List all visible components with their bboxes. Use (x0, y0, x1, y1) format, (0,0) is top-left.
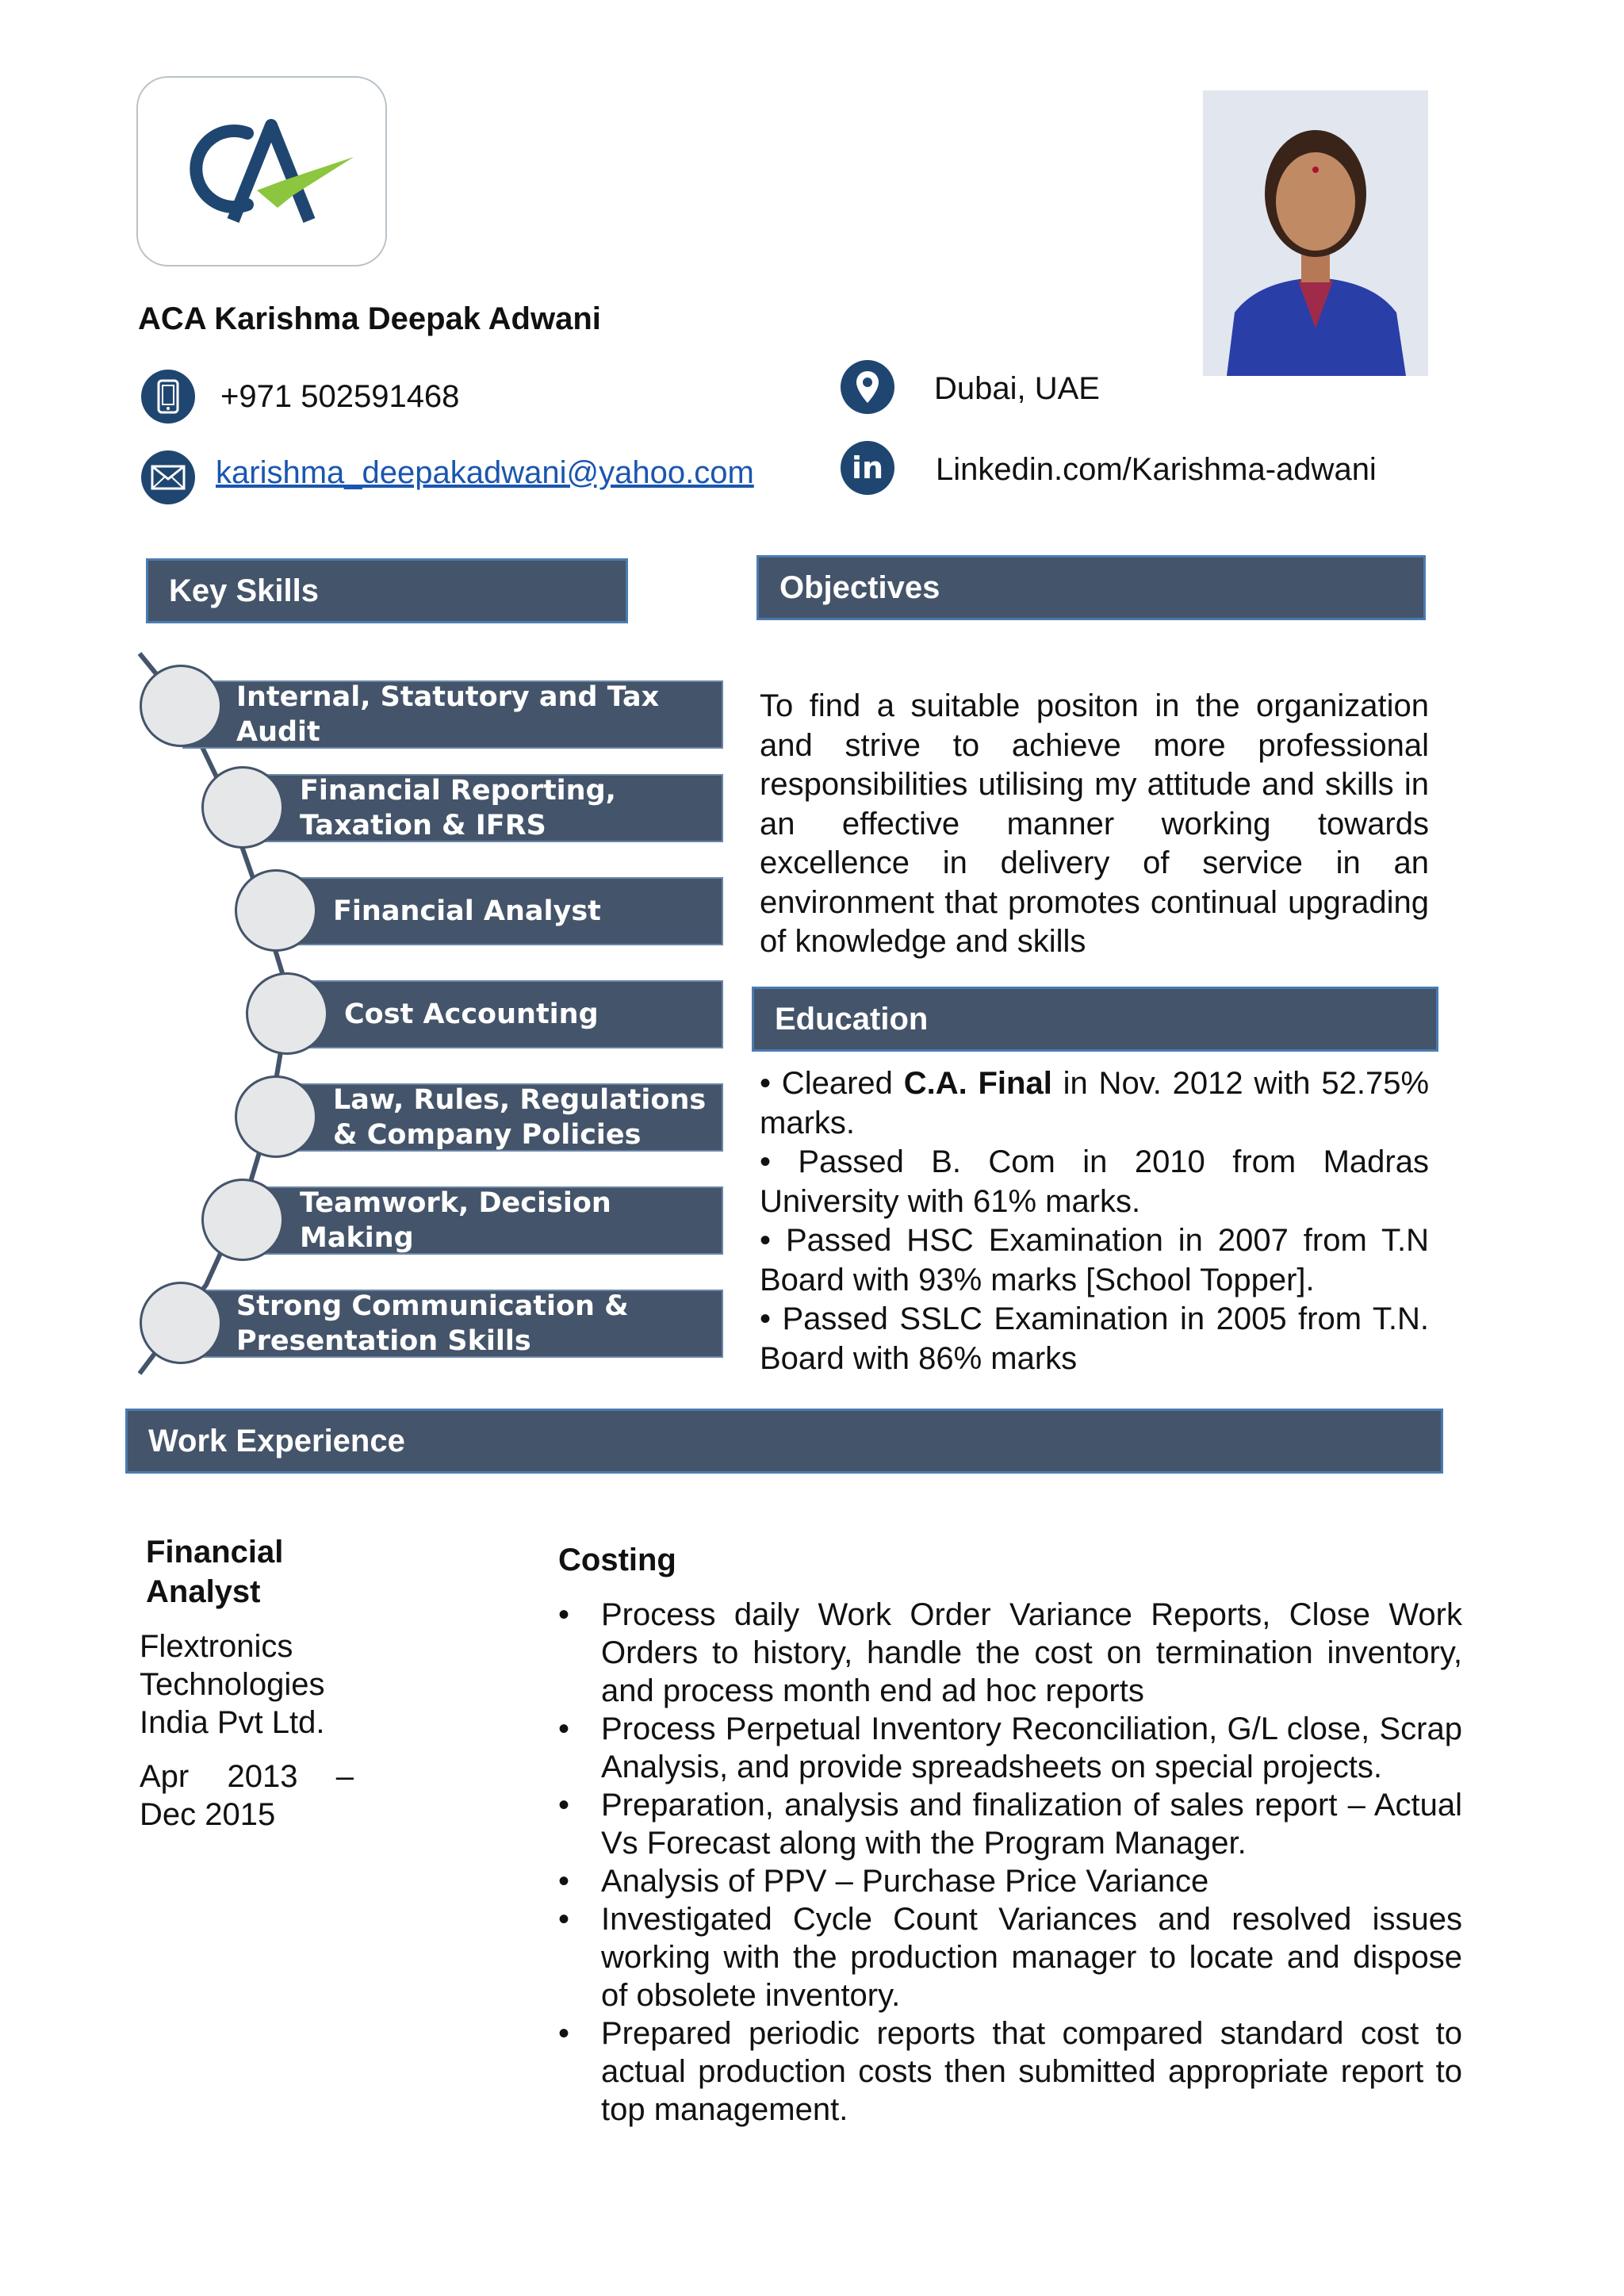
skill-bullet-circle (140, 1282, 222, 1364)
profile-photo (1203, 90, 1428, 376)
responsibility-item: • Process Perpetual Inventory Reconciliation, G/L close, Scrap Analysis, and provide spreadsheets on special projects. (558, 1710, 1462, 1786)
job-role: Financial Analyst (146, 1535, 284, 1609)
linkedin-icon: in (841, 441, 894, 495)
skill-bullet-circle (140, 665, 222, 747)
education-item: • Passed B. Com in 2010 from Madras University with 61% marks. (760, 1144, 1429, 1219)
education-item: • Cleared C.A. Final in Nov. 2012 with 52.75% marks. (760, 1066, 1430, 1140)
responsibility-item: • Preparation, analysis and finalization of sales report – Actual Vs Forecast along with the Program Manager. (558, 1786, 1462, 1862)
education-heading: Education (752, 987, 1438, 1052)
responsibility-item: • Analysis of PPV – Purchase Price Variance (558, 1862, 1462, 1900)
skill-bullet-circle (201, 1179, 284, 1261)
education-item: • Passed SSLC Examination in 2005 from T.N. Board with 86% marks (760, 1301, 1429, 1376)
phone-number[interactable]: +971 502591468 (220, 379, 460, 414)
ca-logo (136, 76, 387, 266)
work-area-title: Costing (558, 1543, 676, 1577)
responsibilities-list (558, 1596, 1462, 2129)
skill-item: Financial Reporting, Taxation & IFRS (246, 774, 723, 842)
skill-item: Financial Analyst (279, 877, 723, 945)
skill-item: Cost Accounting (290, 980, 723, 1048)
objectives-heading: Objectives (756, 555, 1426, 620)
envelope-icon (141, 450, 195, 504)
skill-bullet-circle (201, 766, 284, 849)
skill-bullet-circle (246, 972, 328, 1055)
linkedin-link[interactable]: Linkedin.com/Karishma-adwani (936, 452, 1377, 487)
skill-item: Teamwork, Decision Making (246, 1186, 723, 1255)
skill-bullet-circle (235, 1075, 317, 1158)
responsibility-item: • Process daily Work Order Variance Reports, Close Work Orders to history, handle the cost on termination inventory, and process month end ad hoc reports (558, 1596, 1462, 1710)
work-experience-heading: Work Experience (125, 1409, 1443, 1474)
education-item: • Passed HSC Examination in 2007 from T.N Board with 93% marks [School Topper]. (760, 1223, 1429, 1297)
email-link[interactable]: karishma_deepakadwani@yahoo.com (216, 455, 754, 490)
skill-bullet-circle (235, 869, 317, 952)
phone-icon (141, 370, 195, 424)
employment-period: Apr 2013 – Dec 2015 (140, 1759, 354, 1832)
skill-item: Law, Rules, Regulations & Company Policies (279, 1083, 723, 1152)
candidate-name: ACA Karishma Deepak Adwani (138, 301, 601, 336)
ca-logo-graphic (138, 78, 385, 265)
responsibility-item: • Prepared periodic reports that compared standard cost to actual production costs then submitted appropriate report to top management. (558, 2014, 1462, 2129)
key-skills-heading: Key Skills (146, 558, 628, 623)
responsibility-item: • Investigated Cycle Count Variances and resolved issues working with the production manager to locate and dispose of obsolete inventory. (558, 1900, 1462, 2014)
education-list (760, 1064, 1429, 1378)
skill-item: Internal, Statutory and Tax Audit (182, 680, 723, 749)
company-name: Flextronics Technologies India Pvt Ltd. (140, 1629, 325, 1740)
map-pin-icon (841, 360, 894, 414)
objective-text: To find a suitable positon in the organization and strive to achieve more professional responsibilities utilising my attitude and skills in an effective manner working towards excellence in delivery of service in an environment that promotes continual upgrading of knowledge and skills (760, 688, 1429, 959)
skill-item: Strong Communication & Presentation Skills (182, 1290, 723, 1358)
location-text: Dubai, UAE (934, 371, 1100, 406)
